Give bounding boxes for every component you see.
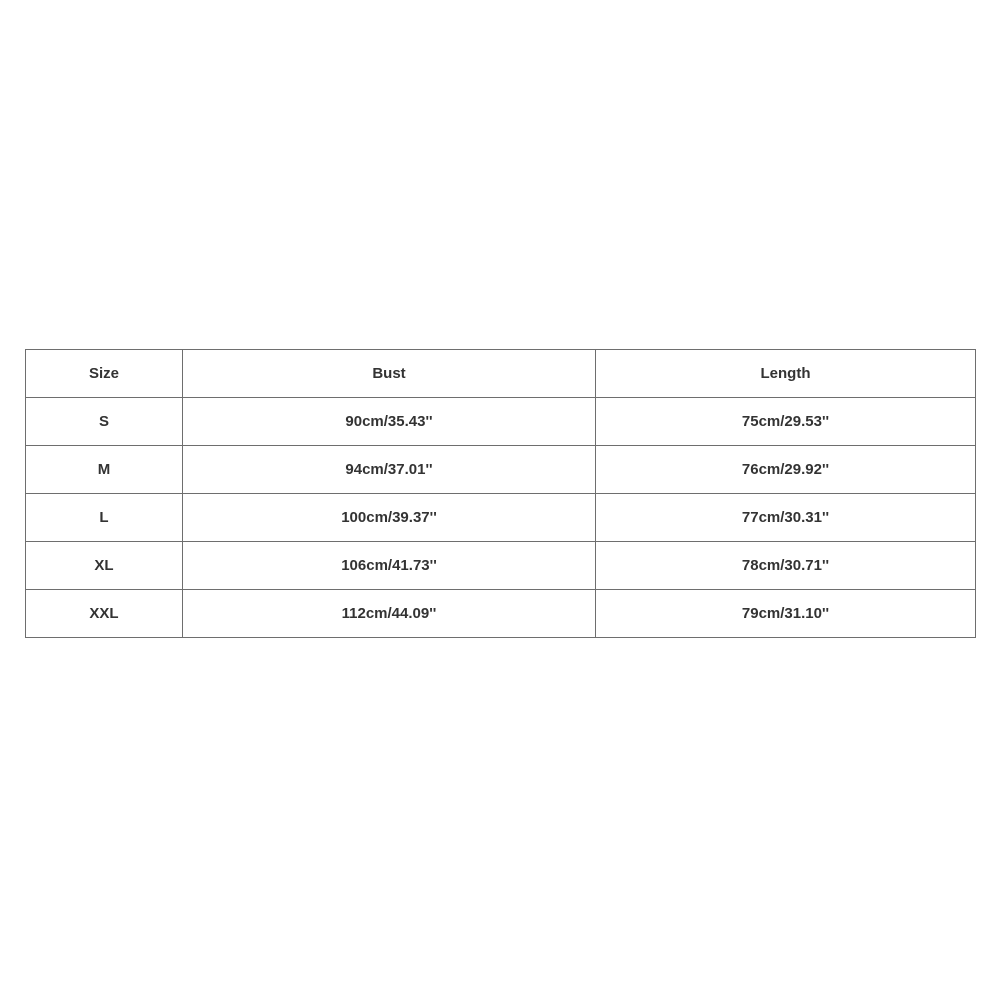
cell-length: 77cm/30.31'' [596, 494, 976, 542]
cell-length: 78cm/30.71'' [596, 542, 976, 590]
table-row [26, 542, 976, 590]
cell-length: 76cm/29.92'' [596, 446, 976, 494]
cell-size: XXL [26, 590, 183, 638]
cell-bust: 112cm/44.09'' [183, 590, 596, 638]
cell-bust: 106cm/41.73'' [183, 542, 596, 590]
table-row [26, 494, 976, 542]
cell-bust: 94cm/37.01'' [183, 446, 596, 494]
cell-size: L [26, 494, 183, 542]
cell-bust: 100cm/39.37'' [183, 494, 596, 542]
header-bust: Bust [183, 350, 596, 398]
table-row [26, 590, 976, 638]
cell-size: XL [26, 542, 183, 590]
table-row [26, 446, 976, 494]
table-header-row [26, 350, 976, 398]
header-length: Length [596, 350, 976, 398]
size-chart-table [25, 349, 976, 638]
cell-length: 75cm/29.53'' [596, 398, 976, 446]
cell-bust: 90cm/35.43'' [183, 398, 596, 446]
cell-length: 79cm/31.10'' [596, 590, 976, 638]
table-row [26, 398, 976, 446]
cell-size: M [26, 446, 183, 494]
header-size: Size [26, 350, 183, 398]
cell-size: S [26, 398, 183, 446]
